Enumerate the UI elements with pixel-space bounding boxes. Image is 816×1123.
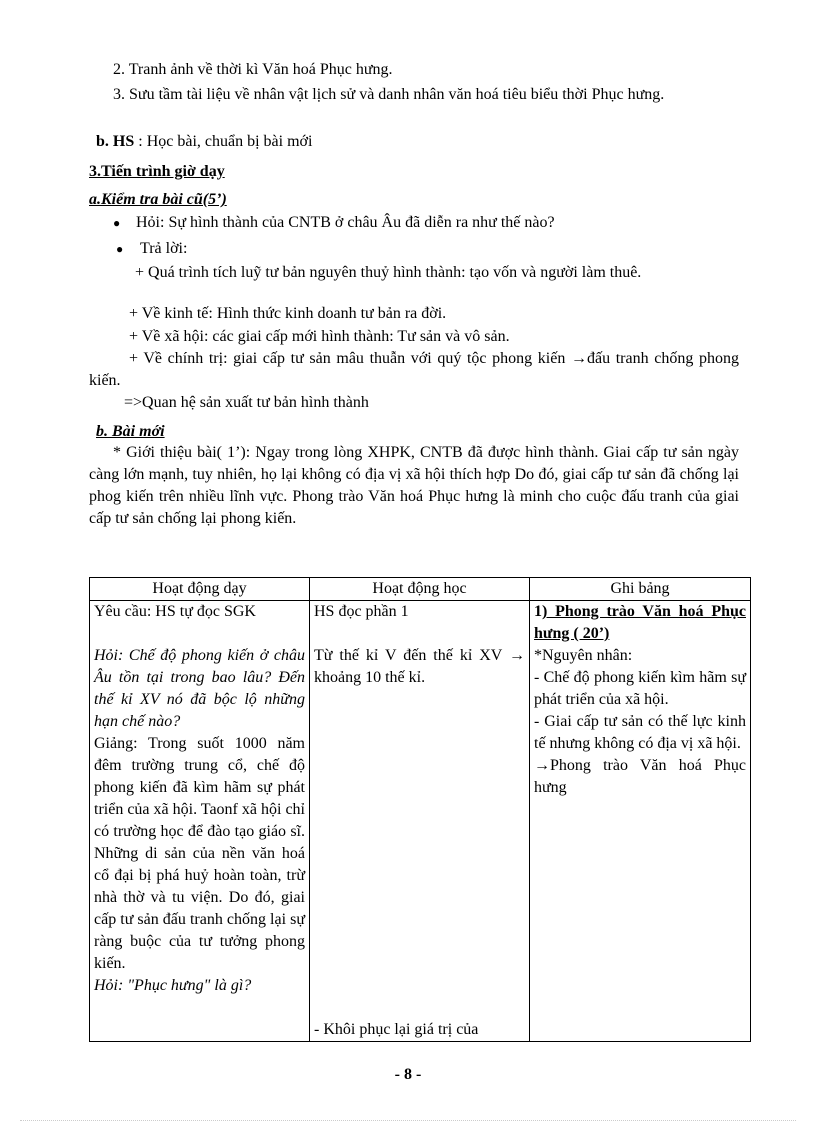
board-result: →Phong trào Văn hoá Phục hưng [534, 757, 746, 796]
teaching-question-2: Hỏi: "Phục hưng" là gì? [94, 977, 252, 994]
section-b-title: b. Bài mới [96, 423, 165, 440]
answer-2: + Về kinh tế: Hình thức kinh doanh tư bản ra đời. [129, 305, 447, 322]
hs-label: b. HS [96, 133, 135, 150]
section-a-title: a.Kiểm tra bài cũ(5’) [89, 191, 227, 208]
answer-5: =>Quan hệ sản xuất tư bản hình thành [124, 394, 369, 411]
header-teaching: Hoạt động dạy [90, 578, 310, 601]
prep-item-2: 2. Tranh ảnh về thời kì Văn hoá Phục hưng. [113, 61, 393, 78]
learning-answer-1: Từ thế kỉ V đến thế kỉ XV → khoảng 10 thế kỉ. [314, 647, 525, 686]
lesson-table [89, 577, 751, 1042]
answer-4: + Về chính trị: giai cấp tư sản mâu thuẫn với quý tộc phong kiến →đấu tranh chống phong kiến. [89, 350, 739, 389]
table-header-row [90, 578, 751, 601]
answer-1: + Quá trình tích luỹ tư bản nguyên thuỷ hình thành: tạo vốn và người làm thuê. [135, 264, 642, 281]
board-heading-text: ) Phong trào Văn hoá Phục hưng ( 20’) [534, 603, 746, 642]
bullet-icon: ● [116, 242, 124, 256]
board-cause-2: - Giai cấp tư sản có thế lực kinh tế nhưng không có địa vị xã hội. [534, 713, 746, 752]
old-lesson-question: Hỏi: Sự hình thành của CNTB ở châu Âu đã diễn ra như thế nào? [136, 214, 555, 231]
learning-answer-2: - Khôi phục lại giá trị của [314, 1021, 479, 1038]
footer-divider [20, 1120, 796, 1121]
hs-text: : Học bài, chuẩn bị bài mới [134, 133, 313, 150]
teaching-cell [90, 601, 310, 1042]
board-heading-number: 1 [534, 603, 542, 620]
header-learning: Hoạt động học [310, 578, 530, 601]
board-cause-1: - Chế độ phong kiến kìm hãm sự phát triển của xã hội. [534, 669, 746, 708]
learning-cell [310, 601, 530, 1042]
answer-3: + Về xã hội: các giai cấp mới hình thành: Tư sản và vô sản. [129, 328, 510, 345]
prep-item-3: 3. Sưu tầm tài liệu về nhân vật lịch sử và danh nhân văn hoá tiêu biểu thời Phục hưng. [113, 86, 665, 103]
board-heading [534, 601, 746, 645]
board-cause-label: *Nguyên nhân: [534, 647, 633, 664]
intro-paragraph: * Giới thiệu bài( 1’): Ngay trong lòng XHPK, CNTB đã được hình thành. Giai cấp tư sản ngày càng lớn mạnh, tuy nhiên, họ lại không có địa vị xã hội thích hợp Do đó, giai cấp tư sản đã chống lại phog kiến trên nhiều lĩnh vực. Phong trào Văn hoá Phục hưng là minh cho cuộc đấu tranh của giai cấp tư sản chống lại phong kiến. [89, 444, 739, 527]
teaching-requirement: Yêu cầu: HS tự đọc SGK [94, 603, 256, 620]
page-number: - 8 - [394, 1066, 422, 1083]
teaching-question-1: Hỏi: Chế độ phong kiến ở châu Âu tồn tại trong bao lâu? Đến thế kỉ XV nó đã bộc lộ những hạn chế nào? [94, 647, 305, 730]
bullet-icon: ● [113, 216, 121, 230]
header-board: Ghi bảng [530, 578, 751, 601]
section-3-title: 3.Tiến trình giờ dạy [89, 163, 225, 180]
learning-read: HS đọc phần 1 [314, 603, 409, 620]
answer-label: Trả lời: [140, 240, 188, 257]
teaching-explanation: Giảng: Trong suốt 1000 năm đêm trường trung cổ, chế độ phong kiến đã kìm hãm sự phát triển của xã hội. Taonf xã hội chỉ có trường học để đào tạo giáo sĩ. Những di sản của nền văn hoá cổ đại bị phá huỷ hoàn toàn, trừ nhà thờ và tu viện. Do đó, giai cấp tư sản đấu tranh chống lại sự ràng buộc của tư tưởng phong kiến. [94, 735, 305, 972]
board-cell [530, 601, 751, 1042]
table-row [90, 601, 751, 1042]
hs-line [96, 131, 746, 153]
